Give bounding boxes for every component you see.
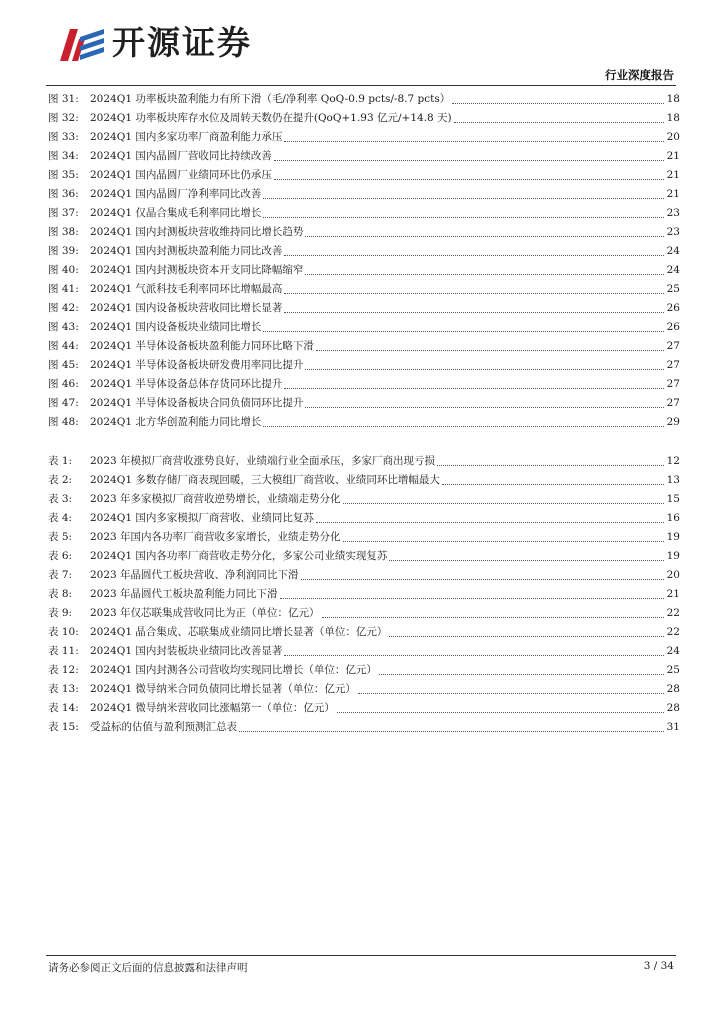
toc-entry[interactable] [48, 242, 680, 261]
dot-leader [284, 378, 664, 389]
entry-page: 22 [666, 626, 680, 638]
footer-divider [46, 955, 676, 956]
entry-page: 28 [666, 683, 680, 695]
entry-title: 2023 年国内各功率厂商营收多家增长，业绩走势分化 [90, 531, 341, 543]
toc-entry[interactable] [48, 699, 680, 718]
page-footer [48, 960, 674, 975]
entry-label: 图 46: [48, 378, 79, 390]
entry-label: 表 7: [48, 569, 73, 581]
entry-page: 12 [666, 455, 680, 467]
page-number: 3 / 34 [643, 960, 674, 972]
entry-title: 2023 年晶圆代工板块营收、净利润同比下滑 [90, 569, 299, 581]
toc-entry[interactable] [48, 413, 680, 432]
entry-title: 2024Q1 国内封测板块资本开支同比降幅缩窄 [90, 264, 304, 276]
entry-label: 图 42: [48, 302, 79, 314]
dot-leader [263, 207, 664, 218]
entry-page: 27 [666, 359, 680, 371]
entry-label: 图 48: [48, 416, 79, 428]
entry-page: 23 [666, 226, 680, 238]
entry-page: 22 [666, 607, 680, 619]
entry-page: 31 [666, 721, 680, 733]
brand-logo [58, 22, 252, 64]
entry-label: 图 41: [48, 283, 79, 295]
entry-title: 2024Q1 微导纳米合同负债同比增长显著（单位：亿元） [90, 683, 356, 695]
toc-entry[interactable] [48, 661, 680, 680]
entry-label: 表 8: [48, 588, 73, 600]
entry-page: 26 [666, 302, 680, 314]
dot-leader [263, 188, 664, 199]
entry-title: 2024Q1 晶合集成、芯联集成业绩同比增长显著（单位：亿元） [90, 626, 388, 638]
entry-label: 图 36: [48, 188, 79, 200]
toc-entry[interactable] [48, 356, 680, 375]
toc-entry[interactable] [48, 490, 680, 509]
entry-title: 2024Q1 国内各功率厂商营收走势分化，多家公司业绩实现复苏 [90, 550, 388, 562]
entry-page: 24 [666, 245, 680, 257]
dot-leader [301, 569, 664, 580]
entry-page: 19 [666, 531, 680, 543]
entry-label: 表 9: [48, 607, 73, 619]
entry-page: 23 [666, 207, 680, 219]
toc-entry[interactable] [48, 166, 680, 185]
toc-entry[interactable] [48, 337, 680, 356]
toc-entry[interactable] [48, 604, 680, 623]
entry-label: 表 6: [48, 550, 73, 562]
entry-title: 2024Q1 国内多家模拟厂商营收、业绩同比复苏 [90, 512, 314, 524]
toc-entry[interactable] [48, 223, 680, 242]
dot-leader [305, 264, 664, 275]
entry-label: 表 15: [48, 721, 79, 733]
entry-title: 2024Q1 半导体设备板块盈利能力同环比略下滑 [90, 340, 314, 352]
brand-logo-icon [58, 23, 106, 63]
entry-label: 图 43: [48, 321, 79, 333]
entry-page: 18 [666, 93, 680, 105]
dot-leader [343, 493, 664, 504]
toc-entry[interactable] [48, 642, 680, 661]
entry-label: 表 13: [48, 683, 79, 695]
dot-leader [263, 416, 664, 427]
toc-entry[interactable] [48, 204, 680, 223]
dot-leader [305, 397, 664, 408]
entry-title: 2024Q1 国内封装板块业绩同比改善显著 [90, 645, 283, 657]
entry-label: 图 32: [48, 112, 79, 124]
toc-entry[interactable] [48, 452, 680, 471]
entry-page: 25 [666, 664, 680, 676]
entry-title: 2024Q1 国内晶圆厂业绩同环比仍承压 [90, 169, 272, 181]
entry-page: 20 [666, 569, 680, 581]
entry-title: 2024Q1 国内封测各公司营收均实现同比增长（单位：亿元） [90, 664, 377, 676]
toc-entry[interactable] [48, 394, 680, 413]
dot-leader [358, 683, 664, 694]
entry-page: 29 [666, 416, 680, 428]
toc-entry[interactable] [48, 680, 680, 699]
entry-label: 表 2: [48, 474, 73, 486]
toc-entry[interactable] [48, 509, 680, 528]
entry-page: 16 [666, 512, 680, 524]
figure-index [48, 90, 680, 432]
entry-label: 图 40: [48, 264, 79, 276]
entry-label: 图 35: [48, 169, 79, 181]
entry-label: 图 44: [48, 340, 79, 352]
toc-entry[interactable] [48, 280, 680, 299]
entry-page: 19 [666, 550, 680, 562]
entry-title: 2024Q1 国内晶圆厂营收同比持续改善 [90, 150, 272, 162]
dot-leader [389, 626, 664, 637]
dot-leader [437, 455, 664, 466]
entry-title: 2024Q1 仅晶合集成毛利率同比增长 [90, 207, 262, 219]
toc-entry[interactable] [48, 566, 680, 585]
entry-label: 表 12: [48, 664, 79, 676]
dot-leader [316, 512, 664, 523]
brand-name: 开源证券 [112, 23, 252, 62]
toc-entry[interactable] [48, 185, 680, 204]
entry-title: 2024Q1 半导体设备板块研发费用率同比提升 [90, 359, 304, 371]
toc-entry[interactable] [48, 299, 680, 318]
toc-entry[interactable] [48, 547, 680, 566]
dot-leader [239, 721, 664, 732]
entry-title: 2024Q1 微导纳米营收同比涨幅第一（单位：亿元） [90, 702, 335, 714]
dot-leader [305, 226, 664, 237]
entry-label: 图 37: [48, 207, 79, 219]
dot-leader [284, 302, 664, 313]
dot-leader [389, 550, 664, 561]
entry-label: 表 3: [48, 493, 73, 505]
dot-leader [442, 474, 664, 485]
entry-page: 24 [666, 264, 680, 276]
entry-title: 2024Q1 多数存储厂商表现回暖，三大模组厂商营收、业绩同环比增幅最大 [90, 474, 440, 486]
entry-page: 25 [666, 283, 680, 295]
entry-page: 21 [666, 169, 680, 181]
entry-title: 2024Q1 国内封测板块营收维持同比增长趋势 [90, 226, 304, 238]
footer-disclaimer: 请务必参阅正文后面的信息披露和法律声明 [48, 962, 248, 974]
toc-entry[interactable] [48, 128, 680, 147]
dot-leader [284, 283, 664, 294]
entry-label: 表 14: [48, 702, 79, 714]
entry-page: 27 [666, 397, 680, 409]
entry-title: 2024Q1 北方华创盈利能力同比增长 [90, 416, 262, 428]
toc-entry[interactable] [48, 147, 680, 166]
toc-entry[interactable] [48, 109, 680, 128]
entry-label: 图 45: [48, 359, 79, 371]
entry-title: 2024Q1 半导体设备板块合同负债同环比提升 [90, 397, 304, 409]
dot-leader [284, 131, 664, 142]
entry-label: 表 10: [48, 626, 79, 638]
entry-title: 2024Q1 国内设备板块营收同比增长显著 [90, 302, 283, 314]
entry-page: 27 [666, 378, 680, 390]
dot-leader [305, 359, 664, 370]
entry-title: 2024Q1 半导体设备总体存货同环比提升 [90, 378, 283, 390]
entry-page: 24 [666, 645, 680, 657]
dot-leader [284, 645, 664, 656]
entry-label: 表 1: [48, 455, 73, 467]
entry-label: 表 4: [48, 512, 73, 524]
entry-title: 2023 年晶圆代工板块盈利能力同比下滑 [90, 588, 278, 600]
toc-entry[interactable] [48, 718, 680, 737]
entry-label: 图 38: [48, 226, 79, 238]
entry-page: 15 [666, 493, 680, 505]
entry-title: 2024Q1 功率板块盈利能力有所下滑（毛/净利率 QoQ-0.9 pcts/-8.7 pcts） [90, 93, 451, 105]
entry-label: 表 11: [48, 645, 79, 657]
dot-leader [274, 169, 664, 180]
entry-title: 2023 年仅芯联集成营收同比为正（单位：亿元） [90, 607, 320, 619]
dot-leader [454, 112, 664, 123]
toc-entry[interactable] [48, 471, 680, 490]
entry-title: 2024Q1 国内晶圆厂净利率同比改善 [90, 188, 262, 200]
entry-page: 18 [666, 112, 680, 124]
entry-title: 2024Q1 国内设备板块业绩同比增长 [90, 321, 262, 333]
toc-entry[interactable] [48, 375, 680, 394]
dot-leader [280, 588, 664, 599]
report-type: 行业深度报告 [605, 68, 674, 82]
toc-entry[interactable] [48, 623, 680, 642]
toc-entry[interactable] [48, 261, 680, 280]
entry-title: 2024Q1 国内封测板块盈利能力同比改善 [90, 245, 283, 257]
dot-leader [263, 321, 664, 332]
entry-label: 图 31: [48, 93, 79, 105]
entry-title: 2024Q1 气派科技毛利率同环比增幅最高 [90, 283, 283, 295]
entry-page: 20 [666, 131, 680, 143]
entry-title: 2024Q1 功率板块库存水位及周转天数仍在提升(QoQ+1.93 亿元/+14.8 天) [90, 112, 452, 124]
dot-leader [316, 340, 664, 351]
entry-label: 图 33: [48, 131, 79, 143]
header-divider [46, 85, 676, 86]
toc-entry[interactable] [48, 318, 680, 337]
entry-page: 21 [666, 150, 680, 162]
toc-entry[interactable] [48, 528, 680, 547]
dot-leader [452, 93, 664, 104]
entry-label: 图 39: [48, 245, 79, 257]
entry-page: 28 [666, 702, 680, 714]
dot-leader [274, 150, 664, 161]
entry-title: 2023 年模拟厂商营收涨势良好，业绩端行业全面承压，多家厂商出现亏损 [90, 455, 436, 467]
dot-leader [379, 664, 664, 675]
table-index [48, 452, 680, 737]
toc-entry[interactable] [48, 585, 680, 604]
entry-label: 图 47: [48, 397, 79, 409]
entry-page: 21 [666, 588, 680, 600]
entry-page: 27 [666, 340, 680, 352]
dot-leader [343, 531, 664, 542]
entry-title: 受益标的估值与盈利预测汇总表 [90, 721, 237, 733]
entry-label: 表 5: [48, 531, 73, 543]
entry-page: 21 [666, 188, 680, 200]
dot-leader [284, 245, 664, 256]
toc-entry[interactable] [48, 90, 680, 109]
entry-label: 图 34: [48, 150, 79, 162]
entry-page: 26 [666, 321, 680, 333]
dot-leader [337, 702, 664, 713]
entry-page: 13 [666, 474, 680, 486]
dot-leader [322, 607, 664, 618]
entry-title: 2024Q1 国内多家功率厂商盈利能力承压 [90, 131, 283, 143]
entry-title: 2023 年多家模拟厂商营收逆势增长，业绩端走势分化 [90, 493, 341, 505]
